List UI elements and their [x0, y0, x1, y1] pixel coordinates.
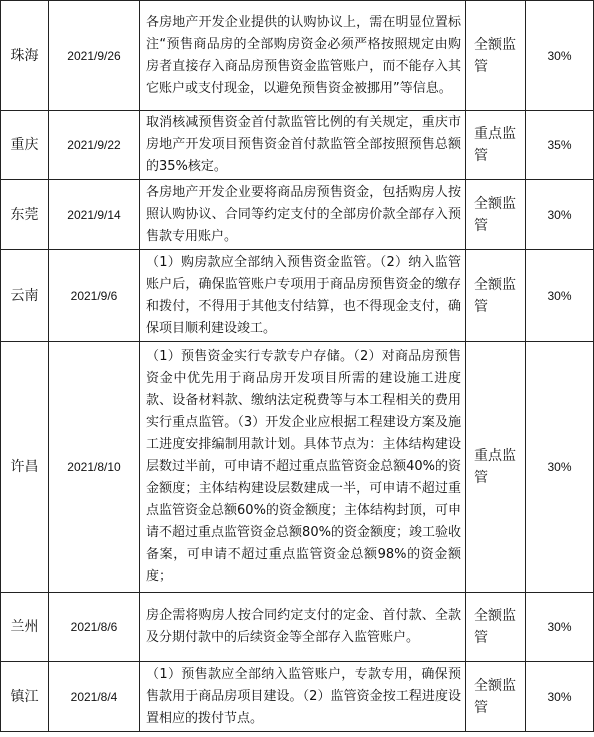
type-cell: 全额监管 — [466, 593, 526, 662]
table-row — [1, 250, 594, 342]
content-cell — [140, 342, 466, 593]
content-text: （1）预售资金实行专款专户存储。（2）对商品房预售资金中优先用于商品房开发项目所需的建设施工进度款、设备材料款、缴纳法定税费等与本工程相关的费用实行重点监管。（3）开发企业应根据工程建设方案及施工进度安排编制用款计划。具体节点为：主体结构建设层数过半前，可申请不超过重点监管资金总额40%的资金额度；主体结构建设层数建成一半，可申请不超过重点监管资金总额60%的资金额度；主体结构封顶，可申请不超过重点监管资金总额80%的资金额度；竣工验收备案，可申请不超过重点监管资金总额98%的资金额度； — [146, 349, 461, 584]
city-cell: 兰州 — [1, 593, 49, 662]
city-cell: 东莞 — [1, 180, 49, 250]
content-cell — [140, 180, 466, 250]
city-cell: 许昌 — [1, 342, 49, 593]
content-cell — [140, 1, 466, 111]
type-cell: 全额监管 — [466, 250, 526, 342]
city-cell: 珠海 — [1, 1, 49, 111]
ratio-cell: 30% — [526, 250, 594, 342]
type-cell: 重点监管 — [466, 342, 526, 593]
content-cell — [140, 593, 466, 662]
content-cell — [140, 111, 466, 180]
ratio-cell: 30% — [526, 1, 594, 111]
content-text: 房企需将购房人按合同约定支付的定金、首付款、全款及分期付款中的后续资金等全部存入监管账户。 — [146, 608, 461, 645]
content-text: 取消核减预售资金首付款监管比例的有关规定，重庆市房地产开发项目预售资金首付款监管全部按照预售总额的35%核定。 — [146, 115, 461, 174]
ratio-cell: 30% — [526, 593, 594, 662]
table-row — [1, 342, 594, 593]
date-cell: 2021/8/4 — [49, 662, 140, 732]
table-row — [1, 1, 594, 111]
table-row — [1, 180, 594, 250]
content-text: 各房地产开发企业要将商品房预售资金，包括购房人按照认购协议、合同等约定支付的全部房价款全部存入预售款专用账户。 — [146, 184, 461, 244]
content-cell — [140, 662, 466, 732]
date-cell: 2021/9/6 — [49, 250, 140, 342]
city-cell: 重庆 — [1, 111, 49, 180]
ratio-cell: 30% — [526, 180, 594, 250]
table-row — [1, 111, 594, 180]
ratio-cell: 35% — [526, 111, 594, 180]
date-cell: 2021/9/26 — [49, 1, 140, 111]
ratio-cell: 30% — [526, 342, 594, 593]
date-cell: 2021/9/14 — [49, 180, 140, 250]
content-text: 各房地产开发企业提供的认购协议上，需在明显位置标注“预售商品房的全部购房资金必须严格按照规定由购房者直接存入商品房预售资金监管账户，而不能存入其它账户或支付现金，以避免预售资金被挪用”等信息。 — [146, 14, 461, 96]
content-cell — [140, 250, 466, 342]
table-row — [1, 662, 594, 732]
city-cell: 镇江 — [1, 662, 49, 732]
date-cell: 2021/8/6 — [49, 593, 140, 662]
content-text: （1）购房款应全部纳入预售资金监管。（2）纳入监管账户后，确保监管账户专项用于商品房预售资金的缴存和拨付，不得用于其他支付结算，也不得现金支付，确保项目顺利建设竣工。 — [146, 254, 461, 336]
date-cell: 2021/8/10 — [49, 342, 140, 593]
type-cell: 全额监管 — [466, 1, 526, 111]
date-cell: 2021/9/22 — [49, 111, 140, 180]
type-cell: 全额监管 — [466, 180, 526, 250]
type-cell: 全额监管 — [466, 662, 526, 732]
table-row — [1, 593, 594, 662]
type-cell: 重点监管 — [466, 111, 526, 180]
city-cell: 云南 — [1, 250, 49, 342]
ratio-cell: 30% — [526, 662, 594, 732]
content-text: （1）预售款应全部纳入监管账户，专款专用，确保预售款用于商品房项目建设。（2）监管资金按工程进度设置相应的拨付节点。 — [146, 666, 461, 726]
